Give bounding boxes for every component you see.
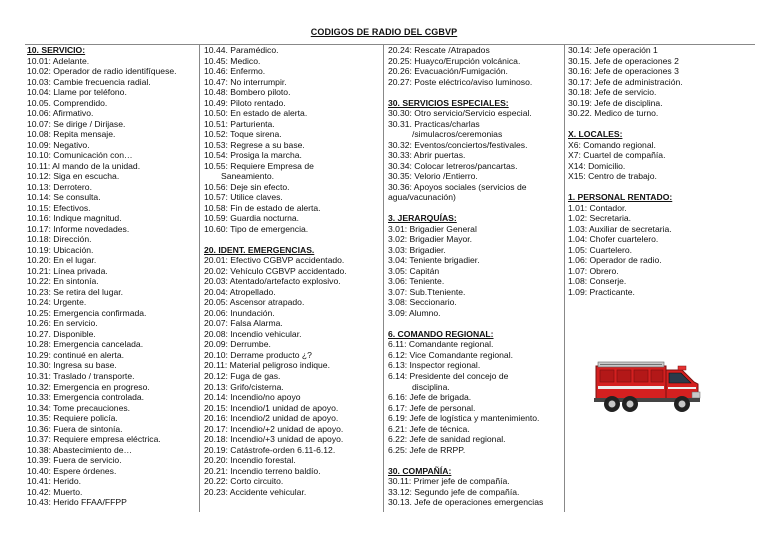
list-item: 10.13: Derrotero. bbox=[27, 181, 92, 192]
list-item: 20.19: Catástrofe-orden 6.11-6.12. bbox=[204, 444, 336, 455]
list-item: 10.51: Parturienta. bbox=[204, 118, 275, 129]
list-item: 10.08: Repita mensaje. bbox=[27, 129, 116, 140]
column-especiales bbox=[388, 45, 563, 508]
list-item: 30.22. Medico de turno. bbox=[568, 108, 659, 119]
code-list-compania bbox=[388, 476, 563, 508]
list-item: 20.10: Derrame producto ¿? bbox=[204, 349, 312, 360]
list-item: 10.19: Ubicación. bbox=[27, 244, 94, 255]
list-item: 20.07: Falsa Alarma. bbox=[204, 318, 283, 329]
list-item: 10.25: Emergencia confirmada. bbox=[27, 307, 147, 318]
list-item: 10.07: Se dirige / Dirijase. bbox=[27, 118, 126, 129]
list-item: 10.39: Fuera de servicio. bbox=[27, 455, 122, 466]
list-item: 1.07: Obrero. bbox=[568, 265, 619, 276]
list-item: 10.24: Urgente. bbox=[27, 297, 87, 308]
list-item: 10.11: Al mando de la unidad. bbox=[27, 160, 141, 171]
list-item: 30.30: Otro servicio/Servicio especial. bbox=[388, 108, 532, 119]
section-heading-personal-rentado: 1. PERSONAL RENTADO: bbox=[568, 192, 673, 203]
list-item: 10.54: Prosiga la marcha. bbox=[204, 150, 302, 161]
list-item: 20.23: Accidente vehicular. bbox=[204, 486, 307, 497]
code-list-servicio bbox=[27, 56, 197, 508]
list-item: 30.15. Jefe de operaciones 2 bbox=[568, 55, 679, 66]
section-heading-servicios-especiales: 30. SERVICIOS ESPECIALES: bbox=[388, 97, 509, 108]
list-item-continuation: Saneamiento. bbox=[221, 171, 275, 182]
list-item: agua/vacunación) bbox=[388, 192, 456, 203]
list-item: 20.15: Incendio/1 unidad de apoyo. bbox=[204, 402, 339, 413]
list-item: 20.17: Incendio/+2 unidad de apoyo. bbox=[204, 423, 344, 434]
list-item: 10.03: Cambie frecuencia radial. bbox=[27, 76, 151, 87]
list-item: 20.09: Derrumbe. bbox=[204, 339, 271, 350]
list-item: 6.14: Presidente del concejo de bbox=[388, 370, 509, 381]
list-item: 20.13: Grifo/cisterna. bbox=[204, 381, 284, 392]
code-list-servicio-end bbox=[204, 182, 379, 235]
column-servicio bbox=[27, 45, 197, 508]
spacer bbox=[568, 182, 748, 193]
list-item: 30.13. Jefe de operaciones emergencias bbox=[388, 497, 544, 508]
list-item: 20.18: Incendio/+3 unidad de apoyo. bbox=[204, 434, 344, 445]
list-item: 10.45: Medico. bbox=[204, 55, 261, 66]
list-item: 20.21: Incendio terreno baldío. bbox=[204, 465, 321, 476]
list-item: 10.28: Emergencia cancelada. bbox=[27, 339, 144, 350]
list-item: 1.09: Practicante. bbox=[568, 286, 635, 297]
list-item: 10.22: En sintonía. bbox=[27, 276, 99, 287]
list-item: X15: Centro de trabajo. bbox=[568, 171, 657, 182]
list-item: 20.16: Incendio/2 unidad de apoyo. bbox=[204, 413, 339, 424]
code-list-servicio-cont bbox=[204, 45, 379, 171]
list-item: 10.35: Requiere policía. bbox=[27, 413, 118, 424]
list-item: 10.31: Traslado / transporte. bbox=[27, 370, 135, 381]
list-item: 30.31. Practicas/charlas bbox=[388, 118, 480, 129]
list-item: 20.27: Poste eléctrico/aviso luminoso. bbox=[388, 76, 533, 87]
list-item: 10.10: Comunicación con… bbox=[27, 150, 133, 161]
list-item: 20.04: Atropellado. bbox=[204, 286, 276, 297]
list-item: 10.47: No interrumpir. bbox=[204, 76, 287, 87]
list-item: 6.22: Jefe de sanidad regional. bbox=[388, 434, 506, 445]
spacer bbox=[388, 87, 563, 98]
list-item: 1.02: Secretaria. bbox=[568, 213, 632, 224]
list-item: X14: Domicilio. bbox=[568, 160, 626, 171]
list-item: 10.50: En estado de alerta. bbox=[204, 108, 308, 119]
spacer bbox=[568, 119, 748, 130]
code-list-comando-end bbox=[388, 392, 563, 455]
list-item: 33.12: Segundo jefe de compañía. bbox=[388, 486, 520, 497]
section-heading-emergencias: 20. IDENT. EMERGENCIAS. bbox=[204, 244, 315, 255]
list-item: 30.19: Jefe de disciplina. bbox=[568, 97, 663, 108]
list-item-continuation: /simulacros/ceremonias bbox=[412, 129, 503, 140]
list-item: 6.12: Vice Comandante regional. bbox=[388, 349, 514, 360]
list-item: 10.55: Requiere Empresa de bbox=[204, 160, 314, 171]
list-item: 6.16: Jefe de brigada. bbox=[388, 392, 472, 403]
section-heading-locales: X. LOCALES: bbox=[568, 129, 623, 140]
list-item: 10.29: continué en alerta. bbox=[27, 349, 124, 360]
list-item: 1.01: Contador. bbox=[568, 202, 627, 213]
list-item: 10.26: En servicio. bbox=[27, 318, 98, 329]
list-item: 10.58: Fin de estado de alerta. bbox=[204, 202, 321, 213]
list-item: 3.09: Alumno. bbox=[388, 307, 441, 318]
list-item: 6.25: Jefe de RRPP. bbox=[388, 444, 466, 455]
list-item: 1.04: Chofer cuartelero. bbox=[568, 234, 659, 245]
list-item: 1.08: Conserje. bbox=[568, 276, 627, 287]
list-item: 20.02: Vehículo CGBVP accidentado. bbox=[204, 265, 347, 276]
list-item: 10.42: Muerto. bbox=[27, 486, 83, 497]
list-item: 1.06: Operador de radio. bbox=[568, 255, 662, 266]
list-item-continuation: disciplina. bbox=[412, 381, 450, 392]
list-item: 30.32: Eventos/conciertos/festivales. bbox=[388, 139, 528, 150]
list-item: 10.52: Toque sirena. bbox=[204, 129, 282, 140]
spacer bbox=[388, 203, 563, 214]
page-title: CODIGOS DE RADIO DEL CGBVP bbox=[310, 27, 458, 37]
list-item: X6: Comando regional. bbox=[568, 139, 656, 150]
list-item: 10.49: Piloto rentado. bbox=[204, 97, 286, 108]
list-item: 6.11: Comandante regional. bbox=[388, 339, 494, 350]
list-item: 10.04: Llame por teléfono. bbox=[27, 87, 127, 98]
list-item: X7: Cuartel de compañía. bbox=[568, 150, 666, 161]
list-item: 20.05: Ascensor atrapado. bbox=[204, 297, 305, 308]
list-item: 20.11: Material peligroso indique. bbox=[204, 360, 330, 371]
code-list-emergencias bbox=[204, 255, 379, 497]
list-item: 10.17: Informe novedades. bbox=[27, 223, 130, 234]
list-item: 10.01: Adelante. bbox=[27, 55, 90, 66]
section-heading-compania: 30. COMPAÑÍA: bbox=[388, 465, 452, 476]
code-list-personal bbox=[568, 203, 748, 298]
list-item: 20.03: Atentado/artefacto explosivo. bbox=[204, 276, 341, 287]
code-list-locales bbox=[568, 140, 748, 182]
code-list-compania-cont bbox=[568, 45, 748, 119]
code-list-especiales bbox=[388, 108, 563, 129]
list-item: 10.12: Siga en escucha. bbox=[27, 171, 120, 182]
code-list-especiales-end bbox=[388, 140, 563, 203]
list-item: 10.02: Operador de radio identifíquese. bbox=[27, 66, 177, 77]
spacer bbox=[388, 455, 563, 466]
list-item: 10.09: Negativo. bbox=[27, 139, 90, 150]
list-item: 10.59: Guardia nocturna. bbox=[204, 213, 300, 224]
list-item: 10.60: Tipo de emergencia. bbox=[204, 223, 309, 234]
list-item: 1.05: Cuartelero. bbox=[568, 244, 633, 255]
section-heading-servicio: 10. SERVICIO: bbox=[27, 45, 86, 55]
list-item: 10.18: Dirección. bbox=[27, 234, 92, 245]
list-item: 3.08: Seccionario. bbox=[388, 297, 457, 308]
list-item: 20.12: Fuga de gas. bbox=[204, 370, 281, 381]
list-item: 20.24: Rescate /Atrapados bbox=[388, 45, 490, 55]
list-item: 1.03: Auxiliar de secretaria. bbox=[568, 223, 672, 234]
list-item: 10.21: Línea privada. bbox=[27, 265, 108, 276]
column-servicio-continued bbox=[204, 45, 379, 497]
list-item: 10.48: Bombero piloto. bbox=[204, 87, 291, 98]
list-item: 6.13: Inspector regional. bbox=[388, 360, 481, 371]
list-item: 10.40: Espere órdenes. bbox=[27, 465, 117, 476]
code-list-emergencias-cont bbox=[388, 45, 563, 87]
list-item: 3.07: Sub.Tteniente. bbox=[388, 286, 466, 297]
list-item: 3.02: Brigadier Mayor. bbox=[388, 234, 473, 245]
section-heading-jerarquias: 3. JERARQUÍAS: bbox=[388, 213, 457, 224]
list-item: 10.23: Se retira del lugar. bbox=[27, 286, 124, 297]
code-list-jerarquias bbox=[388, 224, 563, 319]
fire-truck-icon bbox=[594, 356, 702, 418]
spacer bbox=[204, 234, 379, 245]
list-item: 10.27. Disponible. bbox=[27, 328, 96, 339]
list-item: 20.08: Incendio vehicular. bbox=[204, 328, 302, 339]
list-item: 20.22: Corto circuito. bbox=[204, 476, 284, 487]
column-divider-3 bbox=[564, 44, 565, 512]
list-item: 30.14: Jefe operación 1 bbox=[568, 45, 658, 55]
list-item: 10.46: Enfermo. bbox=[204, 66, 266, 77]
list-item: 10.34: Tome precauciones. bbox=[27, 402, 131, 413]
list-item: 10.30: Ingresa su base. bbox=[27, 360, 117, 371]
list-item: 10.56: Deje sin efecto. bbox=[204, 181, 290, 192]
list-item: 10.37: Requiere empresa eléctrica. bbox=[27, 434, 161, 445]
list-item: 20.26: Evacuación/Fumigación. bbox=[388, 66, 508, 77]
list-item: 10.16: Indique magnitud. bbox=[27, 213, 122, 224]
list-item: 3.03: Brigadier. bbox=[388, 244, 446, 255]
list-item: 10.33: Emergencia controlada. bbox=[27, 392, 145, 403]
list-item: 20.14: Incendio/no apoyo bbox=[204, 392, 301, 403]
list-item: 30.35: Velorio /Entierro. bbox=[388, 171, 478, 182]
code-list-comando bbox=[388, 339, 563, 381]
list-item: 10.05. Comprendido. bbox=[27, 97, 108, 108]
list-item: 20.01: Efectivo CGBVP accidentado. bbox=[204, 255, 345, 266]
list-item: 6.21: Jefe de técnica. bbox=[388, 423, 470, 434]
list-item: 10.41: Herido. bbox=[27, 476, 81, 487]
section-heading-comando-regional: 6. COMANDO REGIONAL: bbox=[388, 328, 494, 339]
list-item: 30.17: Jefe de administración. bbox=[568, 76, 683, 87]
list-item: 10.38: Abastecimiento de… bbox=[27, 444, 133, 455]
list-item: 3.05: Capitán bbox=[388, 265, 440, 276]
list-item: 10.14: Se consulta. bbox=[27, 192, 101, 203]
list-item: 10.06: Afirmativo. bbox=[27, 108, 94, 119]
list-item: 10.44. Paramédico. bbox=[204, 45, 279, 55]
list-item: 30.36: Apoyos sociales (servicios de bbox=[388, 181, 527, 192]
list-item: 10.43: Herido FFAA/FFPP bbox=[27, 497, 127, 508]
list-item: 30.11: Primer jefe de compañía. bbox=[388, 476, 510, 487]
list-item: 30.34: Colocar letreros/pancartas. bbox=[388, 160, 518, 171]
list-item: 6.19: Jefe de logística y mantenimiento. bbox=[388, 413, 540, 424]
list-item: 3.06: Teniente. bbox=[388, 276, 445, 287]
list-item: 30.18: Jefe de servicio. bbox=[568, 87, 657, 98]
list-item: 10.32: Emergencia en progreso. bbox=[27, 381, 150, 392]
column-divider-1 bbox=[199, 44, 200, 512]
spacer bbox=[388, 318, 563, 329]
list-item: 3.01: Brigadier General bbox=[388, 223, 477, 234]
list-item: 20.06: Inundación. bbox=[204, 307, 275, 318]
list-item: 6.17: Jefe de personal. bbox=[388, 402, 476, 413]
list-item: 10.57: Utilice claves. bbox=[204, 192, 283, 203]
list-item: 30.16: Jefe de operaciones 3 bbox=[568, 66, 679, 77]
list-item: 20.20: Incendio forestal. bbox=[204, 455, 296, 466]
column-divider-2 bbox=[383, 44, 384, 512]
list-item: 10.20: En el lugar. bbox=[27, 255, 97, 266]
list-item: 10.53: Regrese a su base. bbox=[204, 139, 305, 150]
list-item: 10.36: Fuera de sintonía. bbox=[27, 423, 123, 434]
list-item: 3.04: Teniente brigadier. bbox=[388, 255, 480, 266]
column-locales-personal bbox=[568, 45, 748, 297]
list-item: 20.25: Huayco/Erupción volcánica. bbox=[388, 55, 521, 66]
list-item: 30.33: Abrir puertas. bbox=[388, 150, 466, 161]
list-item: 10.15: Efectivos. bbox=[27, 202, 91, 213]
